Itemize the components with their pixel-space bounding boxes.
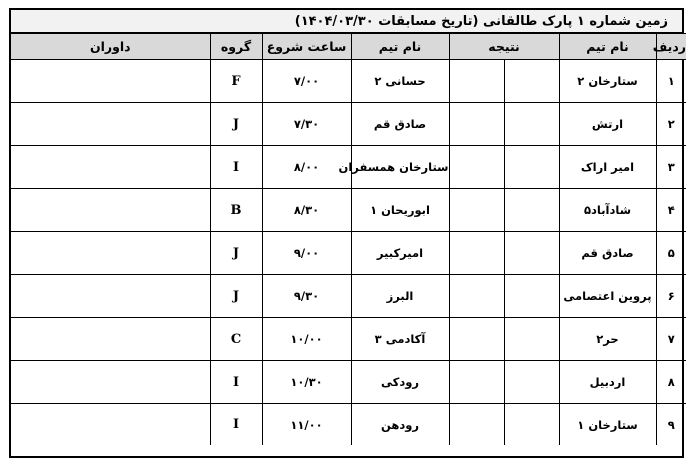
team-a-cell: ارتش: [559, 103, 656, 146]
start-time-cell: ۷/۰۰: [262, 60, 351, 103]
table-row: [11, 318, 686, 361]
group-cell: J: [210, 275, 262, 318]
row-number-cell: ۹: [656, 404, 686, 446]
referees-cell[interactable]: [11, 361, 210, 404]
result-a-cell[interactable]: [504, 361, 559, 404]
team-a-cell: صادق قم: [559, 232, 656, 275]
row-number-cell: ۲: [656, 103, 686, 146]
result-a-cell[interactable]: [504, 232, 559, 275]
schedule-table: [11, 33, 686, 445]
group-cell: B: [210, 189, 262, 232]
result-b-cell[interactable]: [449, 60, 504, 103]
team-b-cell: حسانی ۲: [351, 60, 449, 103]
table-row: [11, 103, 686, 146]
referees-cell[interactable]: [11, 404, 210, 446]
referees-cell[interactable]: [11, 275, 210, 318]
start-time-cell: ۹/۳۰: [262, 275, 351, 318]
row-number-cell: ۸: [656, 361, 686, 404]
table-row: [11, 146, 686, 189]
group-cell: J: [210, 232, 262, 275]
referees-cell[interactable]: [11, 103, 210, 146]
team-b-cell: صادق قم: [351, 103, 449, 146]
team-a-cell: ستارخان ۱: [559, 404, 656, 446]
team-b-cell: البرز: [351, 275, 449, 318]
start-time-cell: ۷/۳۰: [262, 103, 351, 146]
header-result: نتیجه: [449, 34, 559, 60]
header-group: گروه: [210, 34, 262, 60]
team-a-cell: شادآباد۵: [559, 189, 656, 232]
group-cell: J: [210, 103, 262, 146]
result-b-cell[interactable]: [449, 146, 504, 189]
group-cell: I: [210, 404, 262, 446]
team-a-cell: اردبیل: [559, 361, 656, 404]
table-row: [11, 361, 686, 404]
header-row-number: ردیف: [656, 34, 686, 60]
result-a-cell[interactable]: [504, 60, 559, 103]
team-b-cell: رودهن: [351, 404, 449, 446]
team-a-cell: پروین اعتصامی: [559, 275, 656, 318]
group-cell: F: [210, 60, 262, 103]
start-time-cell: ۱۰/۰۰: [262, 318, 351, 361]
row-number-cell: ۱: [656, 60, 686, 103]
referees-cell[interactable]: [11, 60, 210, 103]
schedule-sheet: [9, 8, 684, 458]
referees-cell[interactable]: [11, 189, 210, 232]
referees-cell[interactable]: [11, 232, 210, 275]
team-a-cell: حر۲: [559, 318, 656, 361]
result-b-cell[interactable]: [449, 318, 504, 361]
page-title: زمین شماره ۱ پارک طالقانی (تاریخ مسابقات ۱۴۰۴/۰۳/۳۰): [11, 10, 682, 33]
start-time-cell: ۱۰/۳۰: [262, 361, 351, 404]
group-cell: C: [210, 318, 262, 361]
start-time-cell: ۱۱/۰۰: [262, 404, 351, 446]
header-team-a: نام تیم: [559, 34, 656, 60]
table-row: [11, 60, 686, 103]
row-number-cell: ۶: [656, 275, 686, 318]
table-row: [11, 232, 686, 275]
team-b-cell: رودکی: [351, 361, 449, 404]
header-row: [11, 34, 686, 60]
result-b-cell[interactable]: [449, 404, 504, 446]
referees-cell[interactable]: [11, 146, 210, 189]
result-a-cell[interactable]: [504, 103, 559, 146]
start-time-cell: ۸/۰۰: [262, 146, 351, 189]
team-b-cell: ستارخان همسفران: [351, 146, 449, 189]
table-row: [11, 275, 686, 318]
row-number-cell: ۳: [656, 146, 686, 189]
table-row: [11, 189, 686, 232]
team-a-cell: ستارخان ۲: [559, 60, 656, 103]
result-b-cell[interactable]: [449, 232, 504, 275]
referees-cell[interactable]: [11, 318, 210, 361]
team-a-cell: امیر اراک: [559, 146, 656, 189]
row-number-cell: ۷: [656, 318, 686, 361]
header-team-b: نام تیم: [351, 34, 449, 60]
result-a-cell[interactable]: [504, 318, 559, 361]
result-a-cell[interactable]: [504, 275, 559, 318]
team-b-cell: امیرکبیر: [351, 232, 449, 275]
result-a-cell[interactable]: [504, 189, 559, 232]
result-b-cell[interactable]: [449, 189, 504, 232]
start-time-cell: ۸/۳۰: [262, 189, 351, 232]
result-b-cell[interactable]: [449, 275, 504, 318]
team-b-cell: ابوریحان ۱: [351, 189, 449, 232]
result-b-cell[interactable]: [449, 103, 504, 146]
header-referees: داوران: [11, 34, 210, 60]
result-b-cell[interactable]: [449, 361, 504, 404]
row-number-cell: ۵: [656, 232, 686, 275]
team-b-cell: آکادمی ۳: [351, 318, 449, 361]
result-a-cell[interactable]: [504, 404, 559, 446]
table-row: [11, 404, 686, 446]
row-number-cell: ۴: [656, 189, 686, 232]
group-cell: I: [210, 361, 262, 404]
start-time-cell: ۹/۰۰: [262, 232, 351, 275]
header-start-time: ساعت شروع: [262, 34, 351, 60]
schedule-body: [11, 60, 686, 446]
group-cell: I: [210, 146, 262, 189]
result-a-cell[interactable]: [504, 146, 559, 189]
